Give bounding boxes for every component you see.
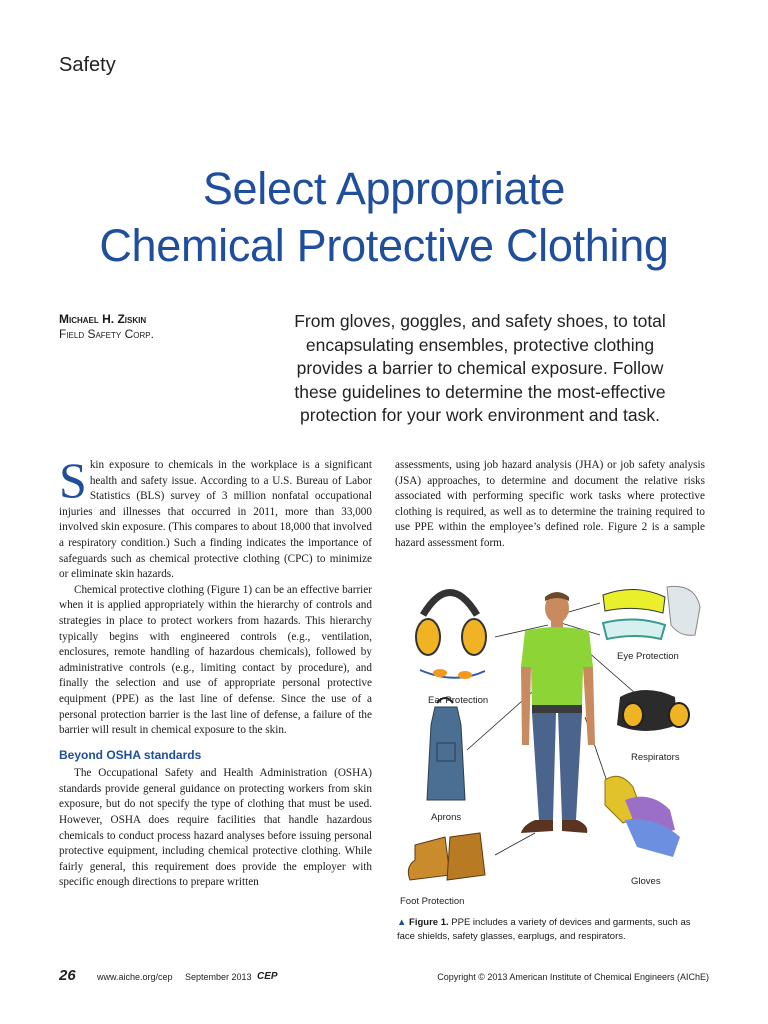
- footer-copyright: Copyright © 2013 American Institute of Chemical Engineers (AIChE): [437, 972, 709, 982]
- label-respirators: Respirators: [631, 752, 680, 763]
- paragraph-intro-text: kin exposure to chemicals in the workplace is a significant health and safety issue. According to a U.S. Bureau of Labor Statistics (BLS) survey of 3 million nonfatal occupational injuries and illnesses that occurred in 2011, more than 33,000 involved skin exposure. (This compares to about 18,000 that involved a respiratory condition.) Such a finding indicates the importance of safeguards such as chemical protective clothing (CPC) to minimize or eliminate skin hazards.: [59, 459, 372, 581]
- author-organization: Field Safety Corp.: [59, 327, 154, 341]
- page-footer: [59, 967, 709, 988]
- label-foot-protection: Foot Protection: [400, 896, 465, 907]
- respirator-icon: [617, 690, 689, 731]
- title-line-2: Chemical Protective Clothing: [99, 220, 669, 271]
- caption-triangle-icon: ▲: [397, 917, 407, 928]
- label-gloves: Gloves: [631, 876, 661, 887]
- article-deck: From gloves, goggles, and safety shoes, to total encapsulating ensembles, protective clothing provides a barrier to chemical exposure. Follow these guidelines to determine the most-effective protection for your work environment and task.: [294, 311, 666, 425]
- body-column-right: [395, 458, 705, 552]
- page-number: 26: [59, 967, 76, 984]
- section-label: Safety: [59, 54, 116, 76]
- ppe-illustration: [395, 575, 710, 915]
- paragraph-intro: [59, 452, 372, 583]
- worker-figure: [521, 592, 595, 833]
- paragraph-osha: The Occupational Safety and Health Administration (OSHA) standards provide general guidance on protecting workers from skin exposure, but do not specify the type of clothing that must be used. However, OSHA does require facilities that handle hazardous chemicals to conduct process hazard analyses before issuing personal protective equipment, including chemical protective clothing. While fairly general, this requirement does provide the employer with specific enough directions to prepare written: [59, 767, 372, 889]
- gloves-icon: [605, 776, 680, 857]
- label-eye-protection: Eye Protection: [617, 651, 679, 662]
- article-title: [0, 160, 768, 274]
- caption-figure-number: Figure 1.: [409, 917, 449, 928]
- footer-url[interactable]: www.aiche.org/cep: [97, 972, 173, 982]
- title-line-1: Select Appropriate: [202, 163, 566, 214]
- caption-text: PPE includes a variety of devices and garments, such as face shields, safety glasses, earplugs, and respirators.: [397, 917, 691, 942]
- apron-icon: [427, 698, 465, 800]
- safety-glasses-icon: [603, 586, 700, 639]
- label-aprons: Aprons: [431, 812, 462, 823]
- publication-logo: CEP: [257, 971, 278, 982]
- body-column-left: [59, 452, 372, 891]
- drop-cap: S: [59, 452, 87, 508]
- work-boots-icon: [408, 833, 485, 880]
- figure-ppe: [395, 575, 710, 915]
- author-name: Michael H. Ziskin: [59, 312, 147, 326]
- figure-caption: [397, 916, 707, 944]
- label-ear-protection: Ear Protection: [428, 695, 489, 706]
- footer-date: September 2013: [185, 972, 252, 982]
- subhead-beyond-osha: Beyond OSHA standards: [59, 747, 202, 762]
- author-byline: [59, 312, 154, 342]
- paragraph-assessments: assessments, using job hazard analysis (JHA) or job safety analysis (JSA) approaches, to determine and document the relative risks associated with performing specific work tasks where protective clothing is required, as well as to determine the training required to use PPE within the employee’s defined role. Figure 2 is a sample hazard assessment form.: [395, 459, 705, 549]
- ear-muffs-icon: [416, 593, 486, 680]
- paragraph-cpc: Chemical protective clothing (Figure 1) can be an effective barrier when it is applied appropriately within the hierarchy of controls and strategies in place to protect workers from hazards. This hierarchy typically begins with engineered controls (e.g., ventilation, enclosures, remote handling of hazardous chemicals), followed by administrative controls (e.g., limiting contact by procedure), and finally the selection and use of appropriate personal protective equipment (PPE) as the last line of defense. Since the use of a personal protection barrier is the last line of defense, a failure of the barrier will result in chemical exposure to the skin.: [59, 583, 372, 737]
